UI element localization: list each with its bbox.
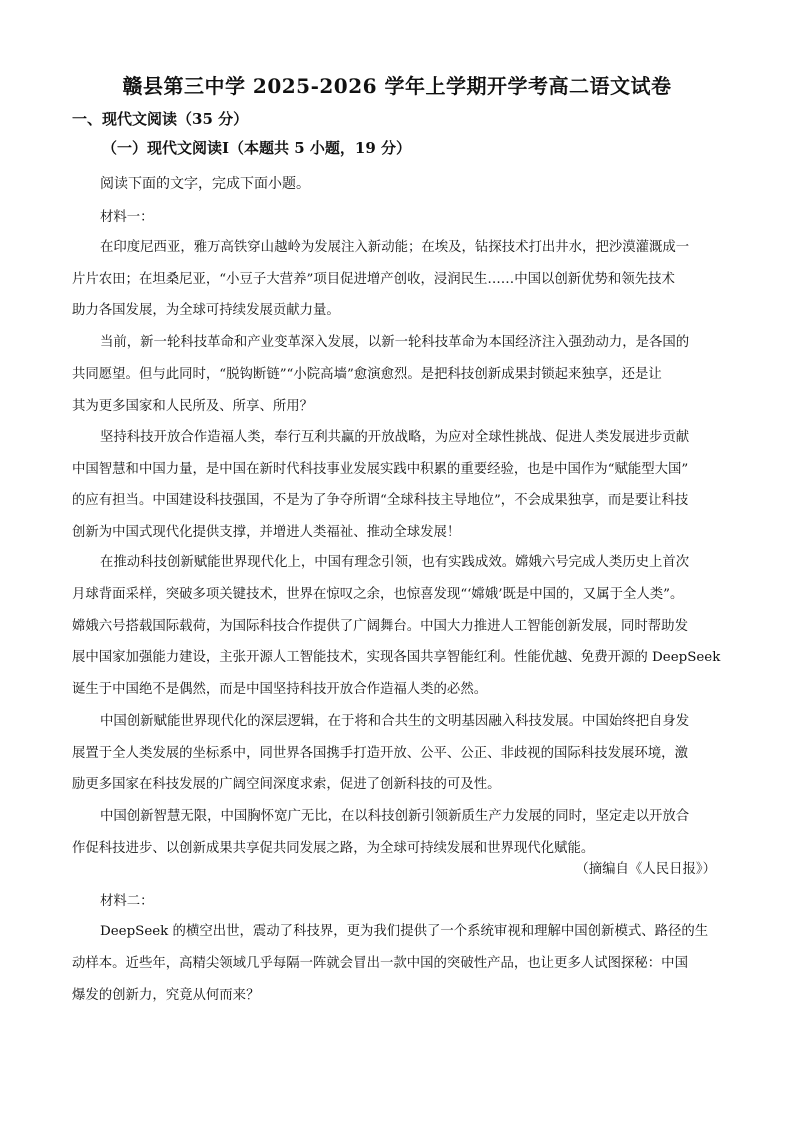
subsection-heading: （一）现代文阅读Ⅰ（本题共 5 小题，19 分） <box>102 139 411 157</box>
material1-source: （摘编自《人民日报》） <box>575 862 716 877</box>
material1-line: 其为更多国家和人民所及、所享、所用？ <box>72 399 314 414</box>
material1-line: 片片农田；在坦桑尼亚，“小豆子大营养”项目促进增产创收，浸润民生……中国以创新优势和领先技术 <box>72 272 675 287</box>
material1-line: 助力各国发展，为全球可持续发展贡献力量。 <box>72 303 340 318</box>
material1-line: 坚持科技开放合作造福人类，奉行互利共赢的开放战略，为应对全球性挑战、促进人类发展进步贡献 <box>100 430 690 445</box>
material1-line: 嫦娥六号搭载国际载荷，为国际科技合作提供了广阔舞台。中国大力推进人工智能创新发展，同时帮助发 <box>72 619 688 634</box>
material1-line: 在印度尼西亚，雅万高铁穿山越岭为发展注入新动能；在埃及，钻探技术打出井水，把沙漠灌溉成一 <box>100 240 690 255</box>
material1-label: 材料一： <box>100 210 154 225</box>
material1-line: 诞生于中国绝不是偶然，而是中国坚持科技开放合作造福人类的必然。 <box>72 682 488 697</box>
instruction-text: 阅读下面的文字，完成下面小题。 <box>100 176 310 192</box>
material2-label: 材料二： <box>100 894 154 909</box>
material1-line: 中国智慧和中国力量，是中国在新时代科技事业发展实践中积累的重要经验，也是中国作为“赋能型大国” <box>72 462 689 477</box>
material1-line: 创新为中国式现代化提供支撑，并增进人类福祉、推动全球发展！ <box>72 525 461 540</box>
material1-line: 当前，新一轮科技革命和产业变革深入发展，以新一轮科技革命为本国经济注入强劲动力，是各国的 <box>100 335 690 350</box>
material2-line: DeepSeek 的横空出世，震动了科技界，更为我们提供了一个系统审视和理解中国创新模式、路径的生 <box>100 924 709 939</box>
material1-line: 中国创新赋能世界现代化的深层逻辑，在于将和合共生的文明基因融入科技发展。中国始终把自身发 <box>100 714 690 729</box>
section-heading: 一、现代文阅读（35 分） <box>72 110 249 128</box>
material1-line: 展中国家加强能力建设，主张开源人工智能技术，实现各国共享智能红利。性能优越、免费开源的 DeepSeek <box>72 650 721 665</box>
material1-line: 共同愿望。但与此同时，“脱钩断链”“小院高墙”愈演愈烈。是把科技创新成果封锁起来独享，还是让 <box>72 367 662 382</box>
material2-line: 爆发的创新力，究竟从何而来？ <box>72 988 260 1003</box>
material1-line: 在推动科技创新赋能世界现代化上，中国有理念引领，也有实践成效。嫦娥六号完成人类历史上首次 <box>100 555 690 570</box>
material1-line: 月球背面采样，突破多项关键技术，世界在惊叹之余，也惊喜发现“‘嫦娥’既是中国的，又属于全人类”。 <box>72 587 684 602</box>
material1-line: 中国创新智慧无限，中国胸怀宽广无比，在以科技创新引领新质生产力发展的同时，坚定走以开放合 <box>100 809 690 824</box>
material1-line: 展置于全人类发展的坐标系中，同世界各国携手打造开放、公平、公正、非歧视的国际科技发展环境，激 <box>72 746 688 761</box>
material2-line: 动样本。近些年，高精尖领域几乎每隔一阵就会冒出一款中国的突破性产品，也让更多人试图探秘：中国 <box>72 956 688 971</box>
exam-title: 赣县第三中学 2025-2026 学年上学期开学考高二语文试卷 <box>122 74 672 98</box>
material1-line: 的应有担当。中国建设科技强国，不是为了争夺所谓“全球科技主导地位”，不会成果独享，而是要让科技 <box>72 493 689 508</box>
material1-line: 作促科技进步、以创新成果共享促共同发展之路，为全球可持续发展和世界现代化赋能。 <box>72 841 595 856</box>
material1-line: 励更多国家在科技发展的广阔空间深度求索，促进了创新科技的可及性。 <box>72 777 501 792</box>
